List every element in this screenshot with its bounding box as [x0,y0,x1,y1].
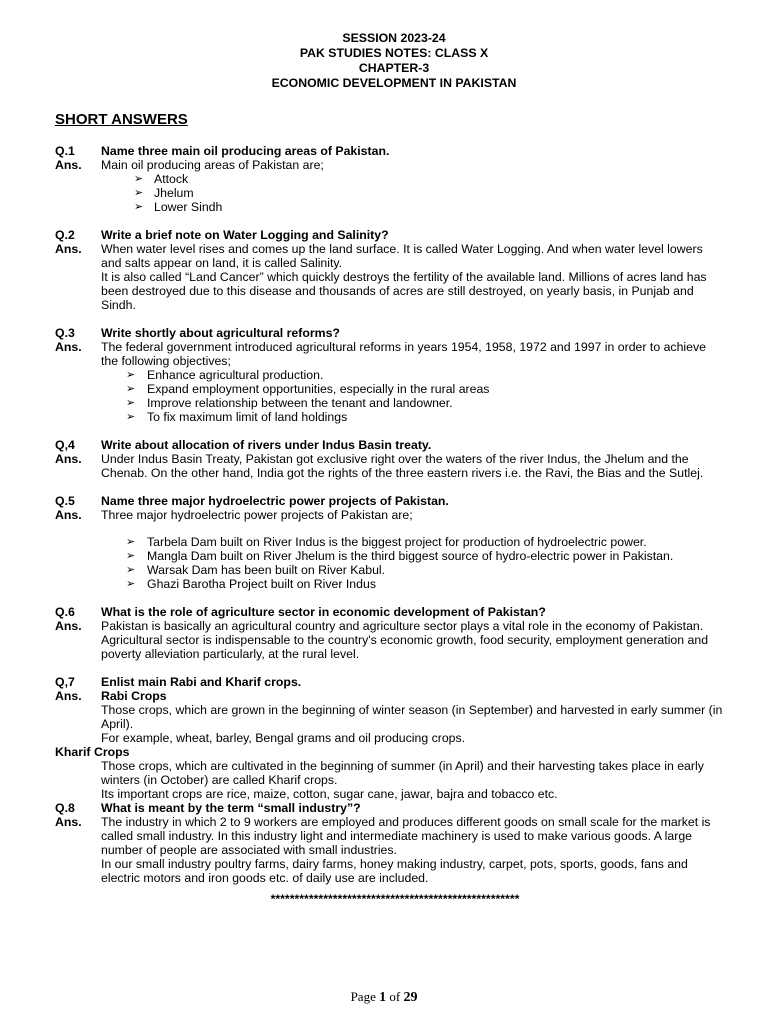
page-total: 29 [403,990,418,1005]
answer-7 [55,689,725,745]
answer-2 [55,242,725,312]
answer-4 [55,452,725,480]
question-3 [55,326,725,340]
answer-text: Three major hydroelectric power projects of Pakistan are; [101,508,413,522]
page-word: Page [350,989,376,1004]
question-text: What is meant by the term “small industry”? [101,801,361,815]
answer-paragraph: Those crops, which are grown in the beginning of winter season (in September) and harvested in early summer (in April). [101,703,723,731]
answer-label: Ans. [55,242,82,256]
question-text: Enlist main Rabi and Kharif crops. [101,675,302,689]
answer-label: Ans. [55,340,82,354]
kharif-text [55,759,725,801]
question-text: Name three major hydroelectric power projects of Pakistan. [101,494,449,508]
answer-1 [55,158,725,172]
answer-5-list [55,535,725,591]
rabi-heading: Rabi Crops [101,689,167,703]
answer-label: Ans. [55,508,82,522]
question-1 [55,144,725,158]
question-number: Q.3 [55,326,75,340]
subject-line: PAK STUDIES NOTES: CLASS X [299,46,489,60]
of-word: of [389,989,401,1004]
answer-label: Ans. [55,158,82,172]
answer-3 [55,340,725,368]
question-number: Q,7 [55,675,75,689]
list-item: ➢ Tarbela Dam built on River Indus is the biggest project for production of hydroelectric power. [55,535,725,549]
list-item: ➢ Mangla Dam built on River Jhelum is the third biggest source of hydro-electric power in Pakistan. [55,549,725,563]
answer-paragraph: Its important crops are rice, maize, cotton, sugar cane, jawar, bajra and tobacco etc. [101,787,558,801]
list-item: ➢ Attock [55,172,725,186]
answer-label: Ans. [55,815,82,829]
list-item: ➢ Expand employment opportunities, especially in the rural areas [55,382,725,396]
answer-text: Under Indus Basin Treaty, Pakistan got exclusive right over the waters of the river Indus, the Jhelum and the Chenab. On the other hand, India got the rights of the three eastern rivers i.e. the Ravi, the Bias and the Sutlej. [101,452,704,480]
answer-8 [55,815,725,885]
chapter-title: ECONOMIC DEVELOPMENT IN PAKISTAN [271,76,517,90]
list-item: ➢ Lower Sindh [55,200,725,214]
answer-text: The federal government introduced agricultural reforms in years 1954, 1958, 1972 and 1997 in order to achieve the following objectives; [101,340,706,368]
question-text: Write a brief note on Water Logging and Salinity? [101,228,389,242]
answer-5 [55,508,725,522]
list-item: ➢ Ghazi Barotha Project built on River Indus [55,577,725,591]
answer-paragraph: For example, wheat, barley, Bengal grams and oil producing crops. [101,731,466,745]
answer-label: Ans. [55,689,82,703]
answer-1-list [55,172,725,214]
question-number: Q.2 [55,228,75,242]
answer-label: Ans. [55,619,82,633]
kharif-heading: Kharif Crops [55,745,130,759]
list-item: ➢ Jhelum [55,186,725,200]
answer-text: Main oil producing areas of Pakistan are; [101,158,324,172]
answer-6 [55,619,725,661]
list-item: ➢ To fix maximum limit of land holdings [55,410,725,424]
list-item: ➢ Warsak Dam has been built on River Kabul. [55,563,725,577]
answer-text: Pakistan is basically an agricultural country and agriculture sector plays a vital role in the economy of Pakistan. Agricultural sector is indispensable to the country's economic growth, food security, employment generation and poverty alleviation particularly, at the rural level. [101,619,709,661]
page-number: 1 [379,990,387,1005]
separator: **************************************************** [270,892,520,906]
question-7 [55,675,725,689]
section-title: SHORT ANSWERS [55,111,188,128]
question-text: Write shortly about agricultural reforms? [101,326,340,340]
list-item: ➢ Improve relationship between the tenant and landowner. [55,396,725,410]
question-number: Q.6 [55,605,75,619]
answer-paragraph: In our small industry poultry farms, dairy farms, honey making industry, carpet, pots, sports, goods, fans and electric motors and iron goods etc. of daily use are included. [101,857,688,885]
question-text: Write about allocation of rivers under Indus Basin treaty. [101,438,432,452]
answer-paragraph: The industry in which 2 to 9 workers are employed and produces different goods on small scale for the market is called small industry. In this industry light and intermediate machinery is used to make various goods. A large number of people are associated with small industries. [101,815,711,857]
answer-paragraph: Those crops, which are cultivated in the beginning of summer (in April) and their harvesting takes place in early winters (in October) are called Kharif crops. [101,759,704,787]
question-6 [55,605,725,619]
answer-label: Ans. [55,452,82,466]
question-text: What is the role of agriculture sector in economic development of Pakistan? [101,605,546,619]
document-header [0,31,768,91]
question-5 [55,494,725,508]
question-4 [55,438,725,452]
answer-3-list [55,368,725,424]
question-2 [55,228,725,242]
answer-paragraph: When water level rises and comes up the land surface. It is called Water Logging. And when water level lowers and salts appear on land, it is called Salinity. [101,242,703,270]
question-number: Q,4 [55,438,75,452]
question-8 [55,801,725,815]
session-line: SESSION 2023-24 [342,31,446,45]
answer-paragraph: It is also called “Land Cancer” which quickly destroys the fertility of the available land. Millions of acres land has been destroyed due to this disease and thousands of acres are still destroyed, on yearly basis, in Punjab and Sindh. [101,270,707,312]
question-number: Q.5 [55,494,75,508]
question-number: Q.8 [55,801,75,815]
question-number: Q.1 [55,144,75,158]
qa-content [55,144,725,906]
question-text: Name three main oil producing areas of Pakistan. [101,144,390,158]
list-item: ➢ Enhance agricultural production. [55,368,725,382]
chapter-line: CHAPTER-3 [358,61,430,75]
page-footer [0,990,768,1005]
